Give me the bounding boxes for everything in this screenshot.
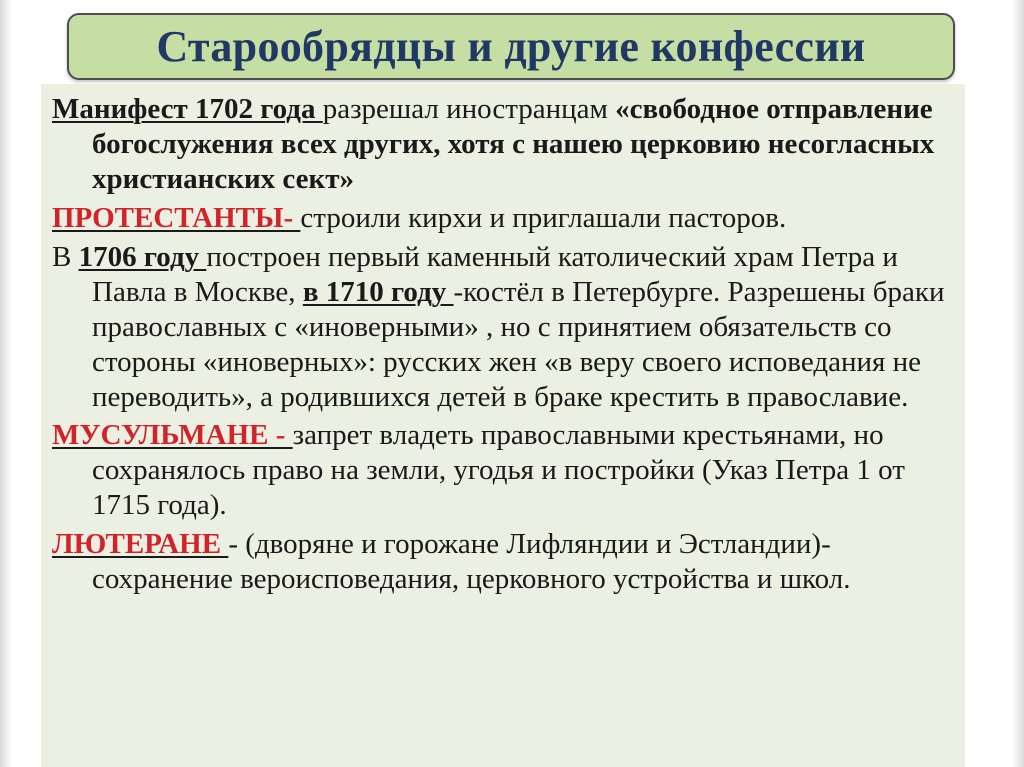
slide-edge-left [0, 0, 12, 767]
protestants-text: строили кирхи и приглашали пасторов. [300, 202, 787, 234]
manifest-text: разрешал иностранцам [322, 93, 616, 125]
year-1710: в 1710 году [302, 276, 454, 308]
body-text [52, 92, 958, 601]
paragraph-muslims [52, 418, 958, 523]
catholics-text-2: -костёл в Петербурге. Разрешены браки православных с «иноверными» , но с принятием обязательств со стороны «иноверных»: русских жен «в веру своего исповедания не переводить», а родившихся детей в браке крестить в православие. [92, 276, 945, 413]
manifest-heading: Манифест 1702 года [52, 93, 323, 125]
paragraph-protestants [52, 201, 958, 236]
catholics-text-1: построен первый каменный католический храм Петра и Павла в Москве, [92, 241, 898, 308]
paragraph-manifest [52, 92, 958, 197]
muslims-heading: МУСУЛЬМАНЕ - [52, 419, 293, 451]
slide-edge-right [1012, 0, 1024, 767]
lutherans-heading: ЛЮТЕРАНЕ [52, 528, 229, 560]
muslims-text: запрет владеть православными крестьянами, но сохранялось право на земли, угодья и постройки (Указ Петра 1 от 1715 года). [92, 419, 905, 521]
protestants-heading: ПРОТЕСТАНТЫ- [52, 202, 301, 234]
paragraph-catholics [52, 240, 958, 415]
paragraph-lutherans [52, 527, 958, 597]
year-1706: 1706 году [78, 241, 207, 273]
title-box [67, 13, 955, 80]
lutherans-text: - (дворяне и горожане Лифляндии и Эстландии)- сохранение вероисповедания, церковного устройства и школ. [92, 528, 851, 595]
catholics-prefix: В [52, 241, 79, 273]
manifest-quote: «свободное отправление богослужения всех других, хотя с нашею церковию несогласных христианских сект» [92, 93, 935, 195]
slide-title: Старообрядцы и другие конфессии [156, 22, 866, 71]
